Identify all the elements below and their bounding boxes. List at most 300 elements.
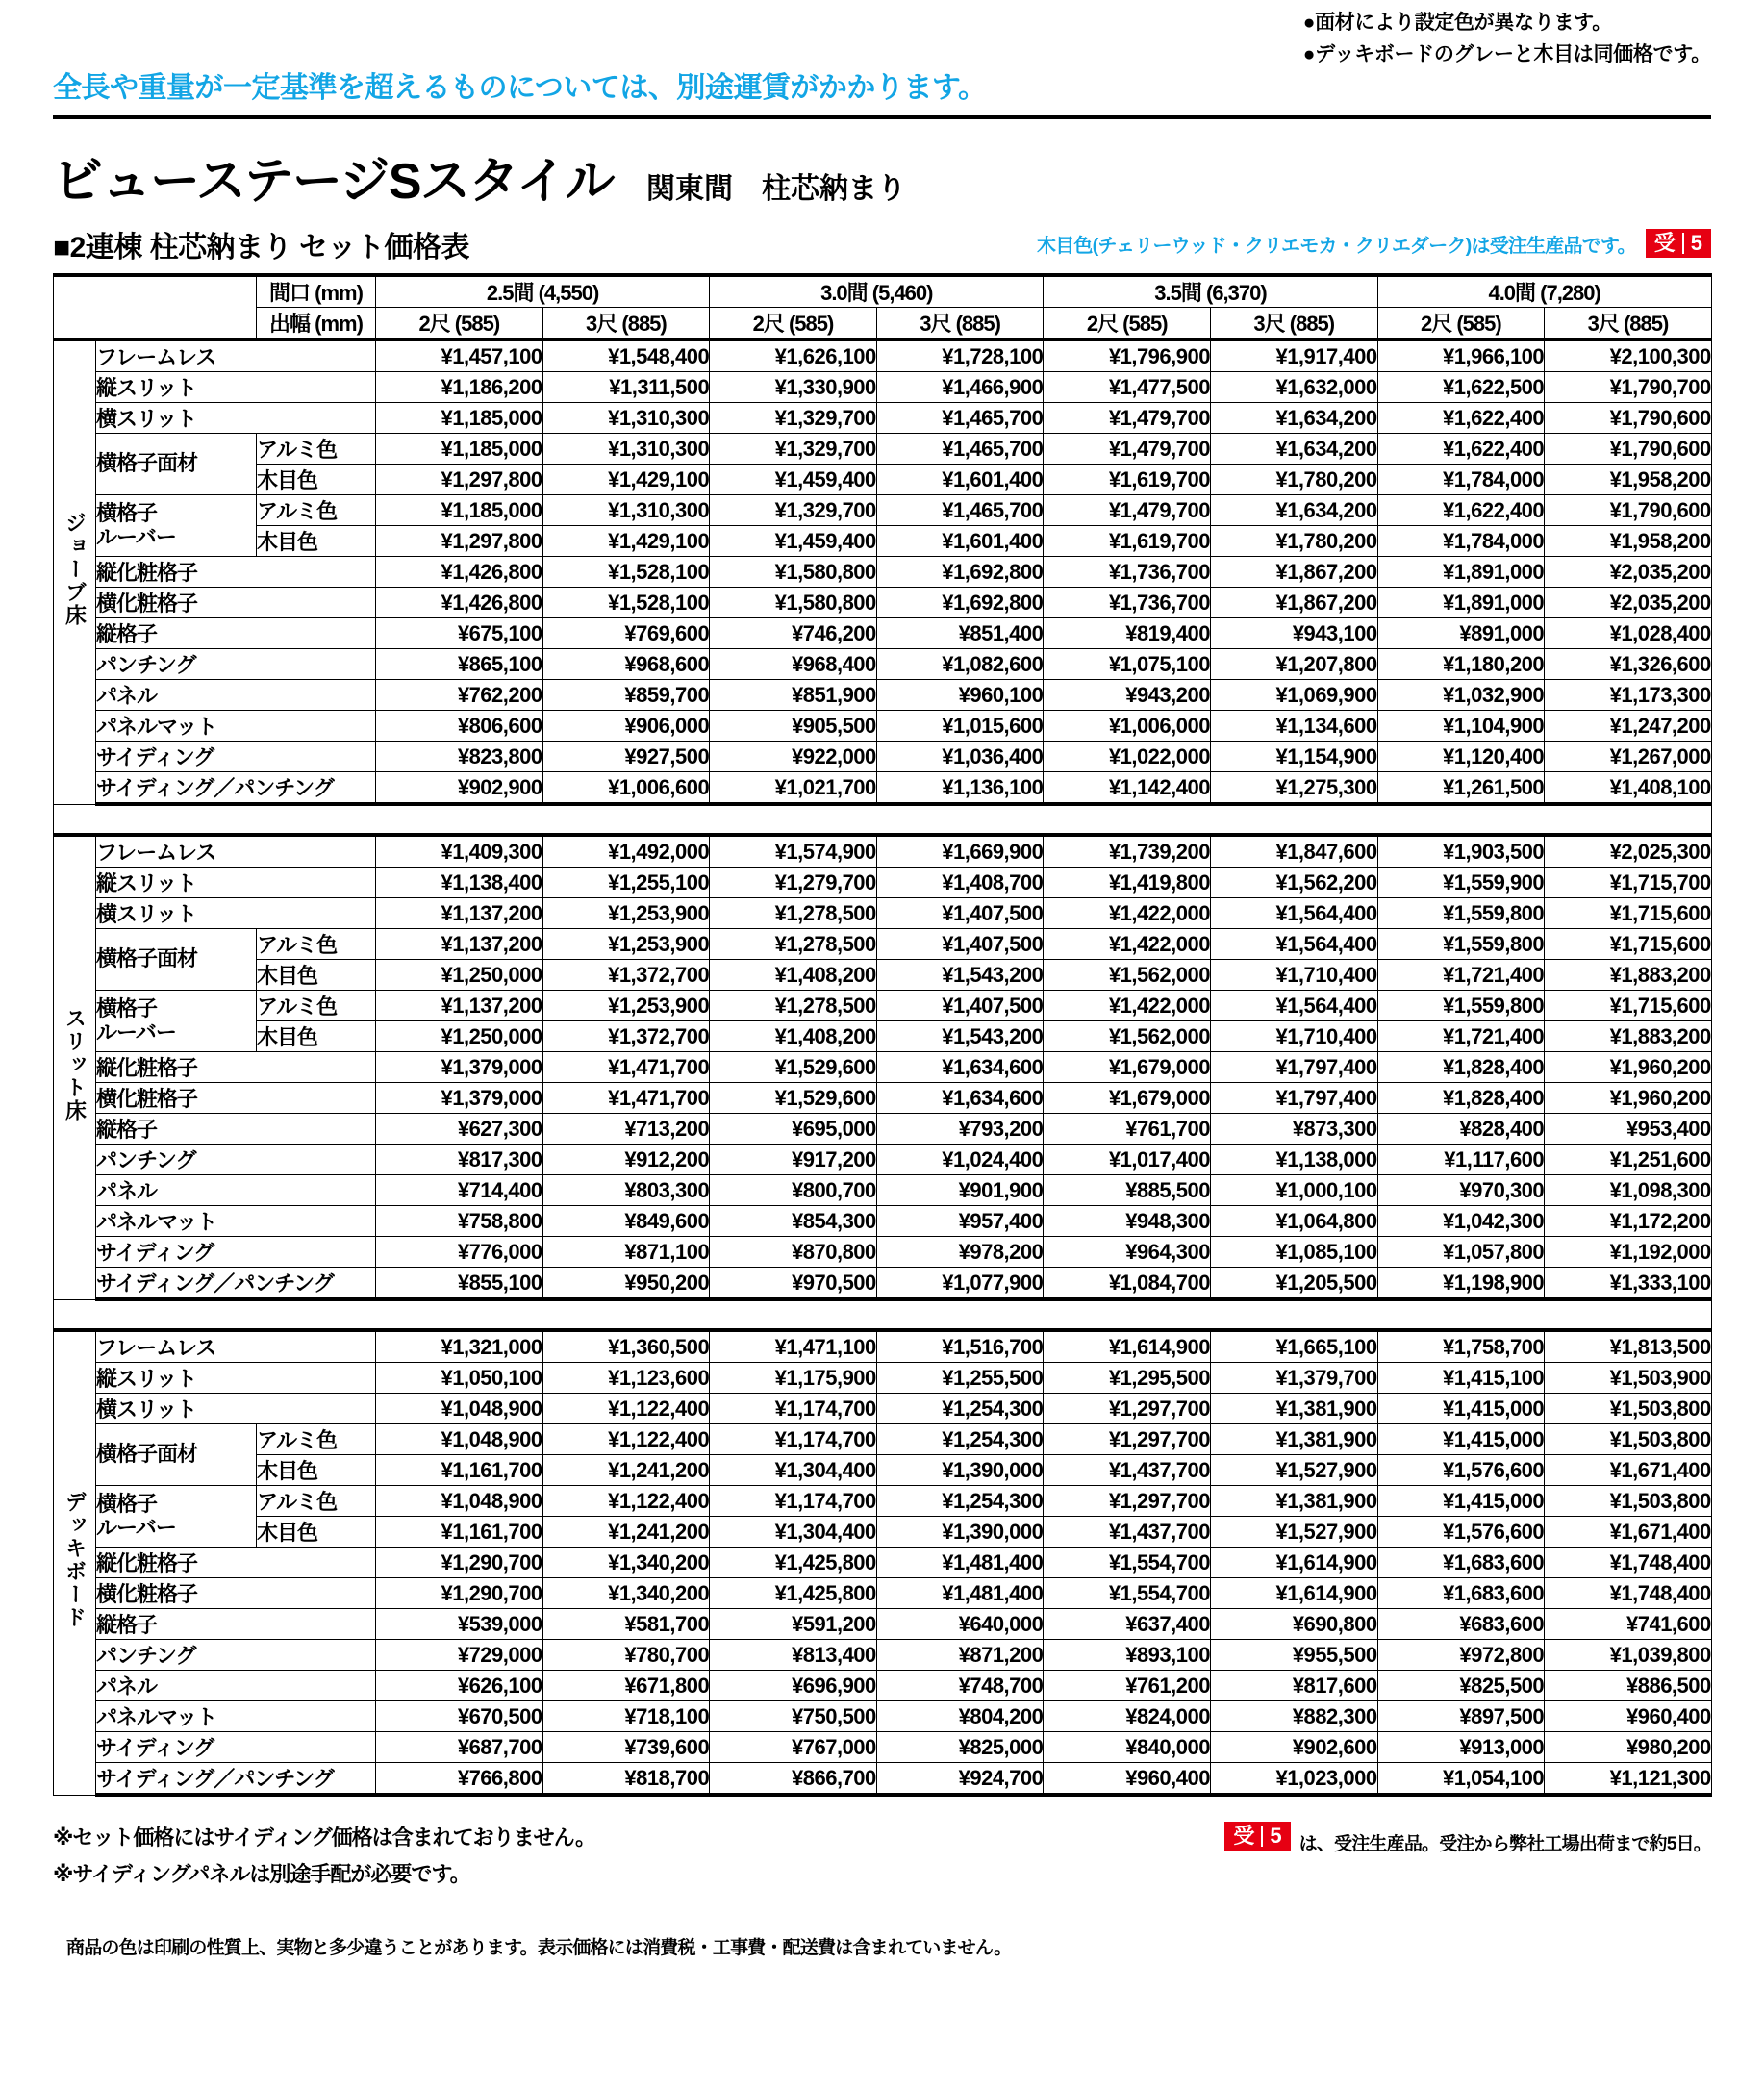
price-cell: ¥1,790,600 — [1545, 495, 1712, 526]
price-cell: ¥1,847,600 — [1210, 835, 1377, 868]
row-label: 横化粧格子 — [96, 588, 376, 618]
price-cell: ¥637,400 — [1044, 1609, 1211, 1640]
price-cell: ¥1,255,100 — [542, 868, 710, 898]
price-cell: ¥1,422,000 — [1044, 929, 1211, 960]
price-cell: ¥1,241,200 — [542, 1517, 710, 1548]
price-cell: ¥1,548,400 — [542, 340, 710, 372]
price-cell: ¥1,736,700 — [1044, 588, 1211, 618]
price-cell: ¥1,426,800 — [376, 557, 543, 588]
price-cell: ¥1,390,000 — [876, 1517, 1044, 1548]
price-cell: ¥1,290,700 — [376, 1578, 543, 1609]
price-cell: ¥769,600 — [542, 618, 710, 649]
price-cell: ¥1,042,300 — [1377, 1206, 1545, 1237]
row-sublabel: 木目色 — [257, 526, 376, 557]
table-row — [54, 1021, 1712, 1052]
section-gap-cell — [54, 804, 1712, 835]
price-cell: ¥1,120,400 — [1377, 742, 1545, 772]
price-cell: ¥1,098,300 — [1545, 1175, 1712, 1206]
price-cell: ¥817,600 — [1210, 1671, 1377, 1701]
price-cell: ¥1,429,100 — [542, 526, 710, 557]
price-cell: ¥1,254,300 — [876, 1424, 1044, 1455]
price-cell: ¥1,528,100 — [542, 588, 710, 618]
price-cell: ¥1,267,000 — [1545, 742, 1712, 772]
table-row — [54, 711, 1712, 742]
price-cell: ¥1,057,800 — [1377, 1237, 1545, 1268]
price-cell: ¥1,457,100 — [376, 340, 543, 372]
price-cell: ¥924,700 — [876, 1763, 1044, 1796]
price-cell: ¥746,200 — [710, 618, 877, 649]
price-cell: ¥1,669,900 — [876, 835, 1044, 868]
row-label: 縦スリット — [96, 868, 376, 898]
price-cell: ¥1,425,800 — [710, 1548, 877, 1578]
price-cell: ¥1,255,500 — [876, 1363, 1044, 1394]
price-cell: ¥1,381,900 — [1210, 1394, 1377, 1424]
price-cell: ¥1,562,000 — [1044, 960, 1211, 991]
section-group-label-text: デッキボード — [63, 1491, 88, 1630]
price-cell: ¥1,710,400 — [1210, 960, 1377, 991]
price-cell: ¥626,100 — [376, 1671, 543, 1701]
header-label-maguchi: 間口 (mm) — [257, 275, 376, 308]
row-label: 縦化粧格子 — [96, 557, 376, 588]
price-cell: ¥1,634,200 — [1210, 434, 1377, 465]
price-cell: ¥695,000 — [710, 1114, 877, 1145]
price-cell: ¥1,207,800 — [1210, 649, 1377, 680]
price-cell: ¥1,576,600 — [1377, 1517, 1545, 1548]
header-depth-5: 3尺 (885) — [1210, 308, 1377, 340]
price-cell: ¥1,903,500 — [1377, 835, 1545, 868]
table-row — [54, 465, 1712, 495]
price-cell: ¥1,481,400 — [876, 1578, 1044, 1609]
price-cell: ¥1,683,600 — [1377, 1548, 1545, 1578]
price-cell: ¥1,459,400 — [710, 526, 877, 557]
price-cell: ¥1,261,500 — [1377, 772, 1545, 805]
header-divider — [53, 115, 1711, 119]
price-cell: ¥1,554,700 — [1044, 1548, 1211, 1578]
price-cell: ¥1,136,100 — [876, 772, 1044, 805]
price-cell: ¥1,632,000 — [1210, 372, 1377, 403]
made-to-order-badge — [1646, 229, 1711, 258]
price-cell: ¥1,021,700 — [710, 772, 877, 805]
row-sublabel: アルミ色 — [257, 1486, 376, 1517]
price-cell: ¥1,297,700 — [1044, 1424, 1211, 1455]
price-cell: ¥1,574,900 — [710, 835, 877, 868]
page-title: ビューステージSスタイル — [53, 154, 614, 210]
price-cell: ¥902,900 — [376, 772, 543, 805]
footer-note-2: ※サイディングパネルは別途手配が必要です。 — [53, 1861, 470, 1886]
price-cell: ¥1,084,700 — [1044, 1268, 1211, 1300]
price-cell: ¥1,692,800 — [876, 588, 1044, 618]
price-cell: ¥1,275,300 — [1210, 772, 1377, 805]
row-label: パネル — [96, 1671, 376, 1701]
row-label: フレームレス — [96, 340, 376, 372]
price-cell: ¥1,185,000 — [376, 495, 543, 526]
price-cell: ¥854,300 — [710, 1206, 877, 1237]
price-cell: ¥1,425,800 — [710, 1578, 877, 1609]
table-row — [54, 1671, 1712, 1701]
price-cell: ¥1,137,200 — [376, 898, 543, 929]
price-cell: ¥1,408,100 — [1545, 772, 1712, 805]
price-cell: ¥828,400 — [1377, 1114, 1545, 1145]
table-row — [54, 1517, 1712, 1548]
row-sublabel: 木目色 — [257, 1455, 376, 1486]
price-cell: ¥851,400 — [876, 618, 1044, 649]
price-cell: ¥1,036,400 — [876, 742, 1044, 772]
price-cell: ¥1,626,100 — [710, 340, 877, 372]
price-cell: ¥1,622,400 — [1377, 495, 1545, 526]
price-cell: ¥1,958,200 — [1545, 465, 1712, 495]
price-cell: ¥766,800 — [376, 1763, 543, 1796]
price-cell: ¥1,479,700 — [1044, 434, 1211, 465]
price-cell: ¥1,340,200 — [542, 1548, 710, 1578]
table-row — [54, 588, 1712, 618]
price-cell: ¥1,679,000 — [1044, 1052, 1211, 1083]
price-cell: ¥1,186,200 — [376, 372, 543, 403]
row-label: 縦格子 — [96, 1114, 376, 1145]
row-label: 縦スリット — [96, 1363, 376, 1394]
table-row — [54, 1640, 1712, 1671]
row-label: パンチング — [96, 1145, 376, 1175]
row-sublabel: アルミ色 — [257, 495, 376, 526]
table-row — [54, 1763, 1712, 1796]
row-label: 縦化粧格子 — [96, 1052, 376, 1083]
price-cell: ¥1,069,900 — [1210, 680, 1377, 711]
price-cell: ¥870,800 — [710, 1237, 877, 1268]
price-cell: ¥1,601,400 — [876, 526, 1044, 557]
price-cell: ¥1,379,000 — [376, 1083, 543, 1114]
top-notice-bar — [53, 0, 1711, 113]
price-cell: ¥1,372,700 — [542, 960, 710, 991]
price-cell: ¥1,715,600 — [1545, 929, 1712, 960]
price-cell: ¥1,121,300 — [1545, 1763, 1712, 1796]
price-cell: ¥1,278,500 — [710, 929, 877, 960]
badge-kanji: 受 — [1653, 231, 1676, 255]
price-cell: ¥1,564,400 — [1210, 991, 1377, 1021]
price-cell: ¥762,200 — [376, 680, 543, 711]
price-cell: ¥1,253,900 — [542, 929, 710, 960]
price-cell: ¥1,481,400 — [876, 1548, 1044, 1578]
price-cell: ¥1,580,800 — [710, 557, 877, 588]
row-label-merged: 横格子面材 — [96, 929, 257, 991]
row-sublabel: アルミ色 — [257, 1424, 376, 1455]
price-cell: ¥1,429,100 — [542, 465, 710, 495]
price-cell: ¥1,297,800 — [376, 526, 543, 557]
price-cell: ¥1,329,700 — [710, 495, 877, 526]
table-row — [54, 372, 1712, 403]
price-cell: ¥1,891,000 — [1377, 557, 1545, 588]
price-cell: ¥1,329,700 — [710, 434, 877, 465]
price-cell: ¥968,400 — [710, 649, 877, 680]
price-cell: ¥866,700 — [710, 1763, 877, 1796]
row-label: パンチング — [96, 1640, 376, 1671]
row-label-merged: 横格子 ルーバー — [96, 1486, 257, 1548]
table-row — [54, 1455, 1712, 1486]
price-cell: ¥1,828,400 — [1377, 1083, 1545, 1114]
price-cell: ¥1,828,400 — [1377, 1052, 1545, 1083]
price-cell: ¥539,000 — [376, 1609, 543, 1640]
price-cell: ¥1,459,400 — [710, 465, 877, 495]
price-cell: ¥1,175,900 — [710, 1363, 877, 1394]
price-cell: ¥955,500 — [1210, 1640, 1377, 1671]
price-cell: ¥793,200 — [876, 1114, 1044, 1145]
header-row-depth — [54, 308, 1712, 340]
price-cell: ¥897,500 — [1377, 1701, 1545, 1732]
price-cell: ¥1,360,500 — [542, 1330, 710, 1363]
table-row — [54, 1732, 1712, 1763]
price-cell: ¥687,700 — [376, 1732, 543, 1763]
price-cell: ¥1,064,800 — [1210, 1206, 1377, 1237]
price-cell: ¥1,198,900 — [1377, 1268, 1545, 1300]
price-cell: ¥819,400 — [1044, 618, 1211, 649]
price-cell: ¥1,883,200 — [1545, 960, 1712, 991]
price-cell: ¥1,622,500 — [1377, 372, 1545, 403]
price-cell: ¥912,200 — [542, 1145, 710, 1175]
price-cell: ¥1,437,700 — [1044, 1455, 1211, 1486]
price-cell: ¥1,634,600 — [876, 1083, 1044, 1114]
header-corner-blank — [54, 275, 257, 340]
row-label: 横スリット — [96, 403, 376, 434]
footer-badge-number: 5 — [1270, 1824, 1282, 1848]
price-cell: ¥1,278,500 — [710, 898, 877, 929]
price-cell: ¥1,137,200 — [376, 929, 543, 960]
price-cell: ¥927,500 — [542, 742, 710, 772]
row-label-merged: 横格子面材 — [96, 434, 257, 495]
table-row — [54, 1114, 1712, 1145]
price-cell: ¥1,477,500 — [1044, 372, 1211, 403]
table-row — [54, 772, 1712, 805]
price-cell: ¥1,715,600 — [1545, 898, 1712, 929]
row-label: 縦化粧格子 — [96, 1548, 376, 1578]
footer-notes — [53, 1820, 595, 1893]
price-cell: ¥1,614,900 — [1210, 1578, 1377, 1609]
price-cell: ¥690,800 — [1210, 1609, 1377, 1640]
price-cell: ¥824,000 — [1044, 1701, 1211, 1732]
price-cell: ¥1,381,900 — [1210, 1424, 1377, 1455]
price-cell: ¥806,600 — [376, 711, 543, 742]
price-cell: ¥901,900 — [876, 1175, 1044, 1206]
price-cell: ¥1,082,600 — [876, 649, 1044, 680]
price-cell: ¥1,692,800 — [876, 557, 1044, 588]
price-cell: ¥1,085,100 — [1210, 1237, 1377, 1268]
price-cell: ¥1,161,700 — [376, 1517, 543, 1548]
price-cell: ¥1,048,900 — [376, 1486, 543, 1517]
price-cell: ¥1,683,600 — [1377, 1578, 1545, 1609]
row-sublabel: アルミ色 — [257, 434, 376, 465]
footer-badge-group — [1224, 1822, 1711, 1855]
price-cell: ¥1,437,700 — [1044, 1517, 1211, 1548]
table-row — [54, 1701, 1712, 1732]
price-cell: ¥767,000 — [710, 1732, 877, 1763]
price-cell: ¥670,500 — [376, 1701, 543, 1732]
price-cell: ¥1,174,700 — [710, 1424, 877, 1455]
price-cell: ¥1,960,200 — [1545, 1052, 1712, 1083]
price-cell: ¥840,000 — [1044, 1732, 1211, 1763]
row-label: 縦格子 — [96, 618, 376, 649]
price-cell: ¥972,800 — [1377, 1640, 1545, 1671]
price-cell: ¥1,883,200 — [1545, 1021, 1712, 1052]
price-cell: ¥1,559,800 — [1377, 929, 1545, 960]
price-cell: ¥817,300 — [376, 1145, 543, 1175]
price-cell: ¥1,050,100 — [376, 1363, 543, 1394]
price-cell: ¥1,006,000 — [1044, 711, 1211, 742]
price-cell: ¥1,471,700 — [542, 1052, 710, 1083]
price-cell: ¥1,790,600 — [1545, 403, 1712, 434]
price-cell: ¥970,300 — [1377, 1175, 1545, 1206]
row-label: サイディング／パンチング — [96, 1268, 376, 1300]
price-cell: ¥1,516,700 — [876, 1330, 1044, 1363]
price-cell: ¥1,333,100 — [1545, 1268, 1712, 1300]
price-cell: ¥1,790,600 — [1545, 434, 1712, 465]
price-cell: ¥1,622,400 — [1377, 403, 1545, 434]
price-cell: ¥1,554,700 — [1044, 1578, 1211, 1609]
table-row — [54, 868, 1712, 898]
price-cell: ¥761,700 — [1044, 1114, 1211, 1145]
price-cell: ¥964,300 — [1044, 1237, 1211, 1268]
price-cell: ¥1,671,400 — [1545, 1517, 1712, 1548]
price-cell: ¥741,600 — [1545, 1609, 1712, 1640]
price-cell: ¥1,527,900 — [1210, 1455, 1377, 1486]
price-cell: ¥714,400 — [376, 1175, 543, 1206]
price-cell: ¥1,465,700 — [876, 403, 1044, 434]
section-group-label — [54, 340, 96, 804]
price-cell: ¥1,634,600 — [876, 1052, 1044, 1083]
header-depth-4: 2尺 (585) — [1044, 308, 1211, 340]
price-cell: ¥1,304,400 — [710, 1517, 877, 1548]
price-cell: ¥948,300 — [1044, 1206, 1211, 1237]
row-label: パネルマット — [96, 711, 376, 742]
price-cell: ¥865,100 — [376, 649, 543, 680]
price-cell: ¥1,251,600 — [1545, 1145, 1712, 1175]
price-cell: ¥1,311,500 — [542, 372, 710, 403]
price-cell: ¥1,024,400 — [876, 1145, 1044, 1175]
price-cell: ¥1,000,100 — [1210, 1175, 1377, 1206]
price-cell: ¥1,891,000 — [1377, 588, 1545, 618]
price-cell: ¥1,205,500 — [1210, 1268, 1377, 1300]
price-cell: ¥1,028,400 — [1545, 618, 1712, 649]
price-cell: ¥1,564,400 — [1210, 929, 1377, 960]
price-cell: ¥1,466,900 — [876, 372, 1044, 403]
header-depth-0: 2尺 (585) — [376, 308, 543, 340]
price-cell: ¥980,200 — [1545, 1732, 1712, 1763]
price-cell: ¥1,543,200 — [876, 960, 1044, 991]
price-cell: ¥1,715,700 — [1545, 868, 1712, 898]
price-cell: ¥1,329,700 — [710, 403, 877, 434]
price-cell: ¥1,710,400 — [1210, 1021, 1377, 1052]
footer-disclaimer: 商品の色は印刷の性質上、実物と多少違うことがあります。表示価格には消費税・工事費・配送費は含まれていません。 — [66, 1938, 1012, 1958]
row-label: パネル — [96, 680, 376, 711]
price-cell: ¥1,619,700 — [1044, 465, 1211, 495]
table-row — [54, 1330, 1712, 1363]
price-cell: ¥1,562,000 — [1044, 1021, 1211, 1052]
price-cell: ¥750,500 — [710, 1701, 877, 1732]
price-cell: ¥729,000 — [376, 1640, 543, 1671]
table-row — [54, 340, 1712, 372]
price-cell: ¥1,634,200 — [1210, 495, 1377, 526]
price-cell: ¥1,797,400 — [1210, 1052, 1377, 1083]
price-cell: ¥1,780,200 — [1210, 526, 1377, 557]
price-cell: ¥718,100 — [542, 1701, 710, 1732]
price-cell: ¥1,917,400 — [1210, 340, 1377, 372]
price-cell: ¥1,250,000 — [376, 1021, 543, 1052]
table-row — [54, 1548, 1712, 1578]
table-row — [54, 1268, 1712, 1300]
price-cell: ¥813,400 — [710, 1640, 877, 1671]
price-cell: ¥1,015,600 — [876, 711, 1044, 742]
price-cell: ¥1,739,200 — [1044, 835, 1211, 868]
price-cell: ¥917,200 — [710, 1145, 877, 1175]
price-cell: ¥885,500 — [1044, 1175, 1211, 1206]
price-cell: ¥1,479,700 — [1044, 403, 1211, 434]
header-row-span — [54, 275, 1712, 308]
price-cell: ¥970,500 — [710, 1268, 877, 1300]
price-cell: ¥1,601,400 — [876, 465, 1044, 495]
row-label: 横スリット — [96, 1394, 376, 1424]
price-cell: ¥1,614,900 — [1210, 1548, 1377, 1578]
section-group-label — [54, 1330, 96, 1795]
price-cell: ¥1,426,800 — [376, 588, 543, 618]
price-cell: ¥968,600 — [542, 649, 710, 680]
price-cell: ¥800,700 — [710, 1175, 877, 1206]
price-cell: ¥1,022,000 — [1044, 742, 1211, 772]
price-cell: ¥1,253,900 — [542, 898, 710, 929]
price-cell: ¥1,138,000 — [1210, 1145, 1377, 1175]
row-sublabel: アルミ色 — [257, 929, 376, 960]
price-cell: ¥1,503,800 — [1545, 1394, 1712, 1424]
price-cell: ¥1,634,200 — [1210, 403, 1377, 434]
table-row — [54, 649, 1712, 680]
row-label: 横化粧格子 — [96, 1083, 376, 1114]
price-cell: ¥1,250,000 — [376, 960, 543, 991]
price-cell: ¥1,297,700 — [1044, 1394, 1211, 1424]
price-cell: ¥1,503,900 — [1545, 1363, 1712, 1394]
price-cell: ¥1,758,700 — [1377, 1330, 1545, 1363]
section-group-label-text: ジョーブ床 — [63, 512, 88, 628]
section-note: 木目色(チェリーウッド・クリエモカ・クリエダーク)は受注生産品です。 — [1037, 235, 1636, 257]
price-cell: ¥1,797,400 — [1210, 1083, 1377, 1114]
price-cell: ¥1,278,500 — [710, 991, 877, 1021]
price-cell: ¥1,679,000 — [1044, 1083, 1211, 1114]
table-row — [54, 929, 1712, 960]
table-row — [54, 618, 1712, 649]
price-cell: ¥902,600 — [1210, 1732, 1377, 1763]
price-cell: ¥1,310,300 — [542, 495, 710, 526]
price-cell: ¥1,867,200 — [1210, 588, 1377, 618]
section-heading-row — [53, 223, 1711, 269]
price-cell: ¥1,503,800 — [1545, 1486, 1712, 1517]
price-cell: ¥905,500 — [710, 711, 877, 742]
price-cell: ¥960,400 — [1044, 1763, 1211, 1796]
footer-made-to-order-badge — [1224, 1822, 1290, 1851]
bullet-note-1: ●面材により設定色が異なります。 — [1302, 12, 1612, 34]
price-cell: ¥1,023,000 — [1210, 1763, 1377, 1796]
price-cell: ¥953,400 — [1545, 1114, 1712, 1145]
price-cell: ¥913,000 — [1377, 1732, 1545, 1763]
price-cell: ¥1,321,000 — [376, 1330, 543, 1363]
table-row — [54, 1363, 1712, 1394]
table-row — [54, 1083, 1712, 1114]
price-cell: ¥1,543,200 — [876, 1021, 1044, 1052]
price-cell: ¥2,035,200 — [1545, 557, 1712, 588]
price-cell: ¥1,154,900 — [1210, 742, 1377, 772]
price-cell: ¥1,017,400 — [1044, 1145, 1211, 1175]
price-cell: ¥849,600 — [542, 1206, 710, 1237]
row-label: パネルマット — [96, 1701, 376, 1732]
price-cell: ¥1,381,900 — [1210, 1486, 1377, 1517]
row-label: 横化粧格子 — [96, 1578, 376, 1609]
row-label: パネル — [96, 1175, 376, 1206]
price-cell: ¥1,471,700 — [542, 1083, 710, 1114]
price-cell: ¥776,000 — [376, 1237, 543, 1268]
badge-divider — [1682, 233, 1684, 254]
